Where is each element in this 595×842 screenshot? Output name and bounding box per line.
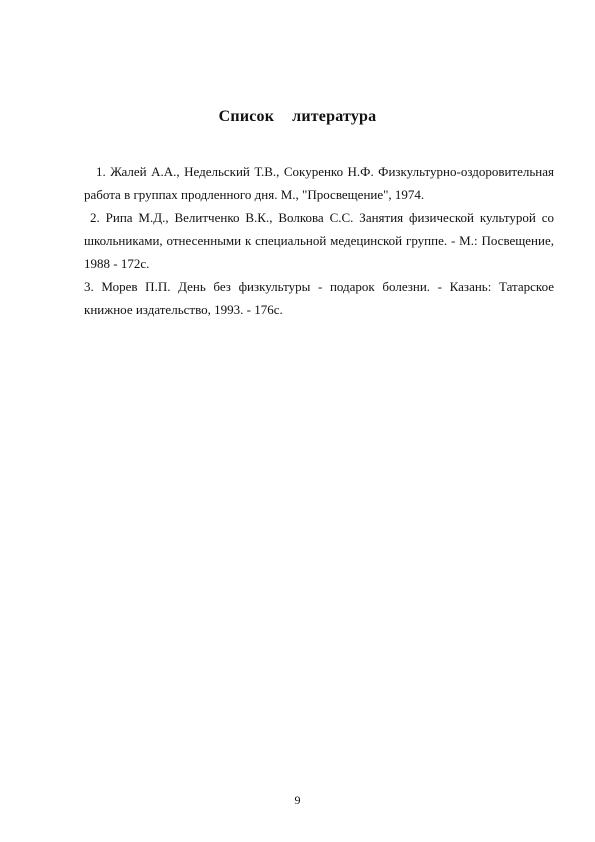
reference-item-1: 1. Жалей А.А., Недельский Т.В., Сокуренко Н.Ф. Физкультурно-оздоровительная работа в группах продленного дня. М., "Просвещение", 1974. — [84, 164, 554, 202]
title-word-2: литература — [292, 108, 377, 125]
reference-item-3: 3. Морев П.П. День без физкультуры - подарок болезни. - Казань: Татарское книжное издательство, 1993. - 176с. — [84, 279, 554, 317]
page-title — [0, 108, 595, 126]
reference-list — [84, 160, 554, 321]
reference-item-2: 2. Рипа М.Д., Велитченко В.К., Волкова С.С. Занятия физической культурой со школьниками, отнесенными к специальной медецинской группе. - М.: Посвещение, 1988 - 172с. — [84, 210, 554, 271]
title-word-1: Список — [218, 108, 275, 125]
page-number: 9 — [294, 793, 301, 807]
